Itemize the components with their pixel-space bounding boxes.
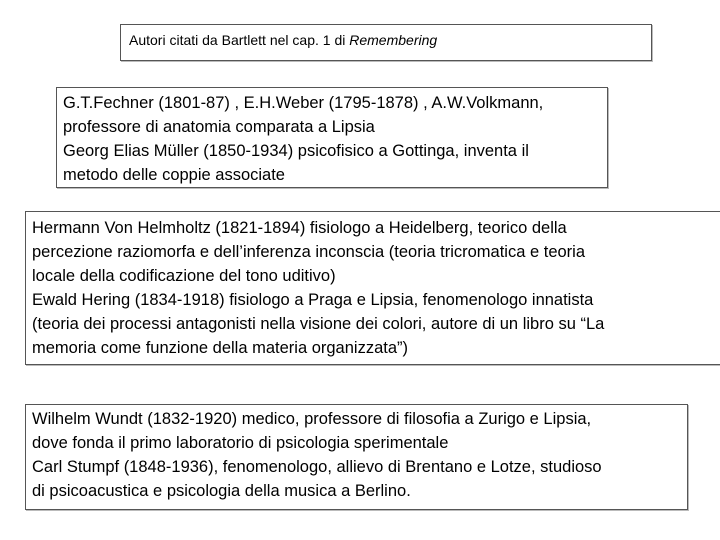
title-box xyxy=(120,24,652,61)
wundt-stumpf-box xyxy=(25,404,688,510)
text-line: percezione raziomorfa e dell’inferenza inconscia (teoria tricromatica e teoria xyxy=(32,243,586,261)
text-line: metodo delle coppie associate xyxy=(63,166,285,184)
text-line: (teoria dei processi antagonisti nella visione dei colori, autore di un libro su “La xyxy=(32,315,605,333)
text-line: Georg Elias Müller (1850-1934) psicofisico a Gottinga, inventa il xyxy=(63,142,529,160)
text-line: Wilhelm Wundt (1832-1920) medico, professore di filosofia a Zurigo e Lipsia, xyxy=(32,410,592,428)
text-line: memoria come funzione della materia organizzata”) xyxy=(32,339,409,357)
title-text: Autori citati da Bartlett nel cap. 1 di xyxy=(129,32,346,48)
text-line: G.T.Fechner (1801-87) , E.H.Weber (1795-1878) , A.W.Volkmann, xyxy=(63,94,544,112)
text-line: Carl Stumpf (1848-1936), fenomenologo, allievo di Brentano e Lotze, studioso xyxy=(32,458,602,476)
book-title: Remembering xyxy=(349,32,438,48)
fechner-weber-box xyxy=(56,87,608,188)
helmholtz-hering-box xyxy=(25,211,720,365)
text-line: Ewald Hering (1834-1918) fisiologo a Praga e Lipsia, fenomenologo innatista xyxy=(32,291,594,309)
text-line: dove fonda il primo laboratorio di psicologia sperimentale xyxy=(32,434,449,452)
text-line: Hermann Von Helmholtz (1821-1894) fisiologo a Heidelberg, teorico della xyxy=(32,219,567,237)
text-line: locale della codificazione del tono uditivo) xyxy=(32,267,336,285)
text-line: professore di anatomia comparata a Lipsia xyxy=(63,118,375,136)
text-line: di psicoacustica e psicologia della musica a Berlino. xyxy=(32,482,411,500)
